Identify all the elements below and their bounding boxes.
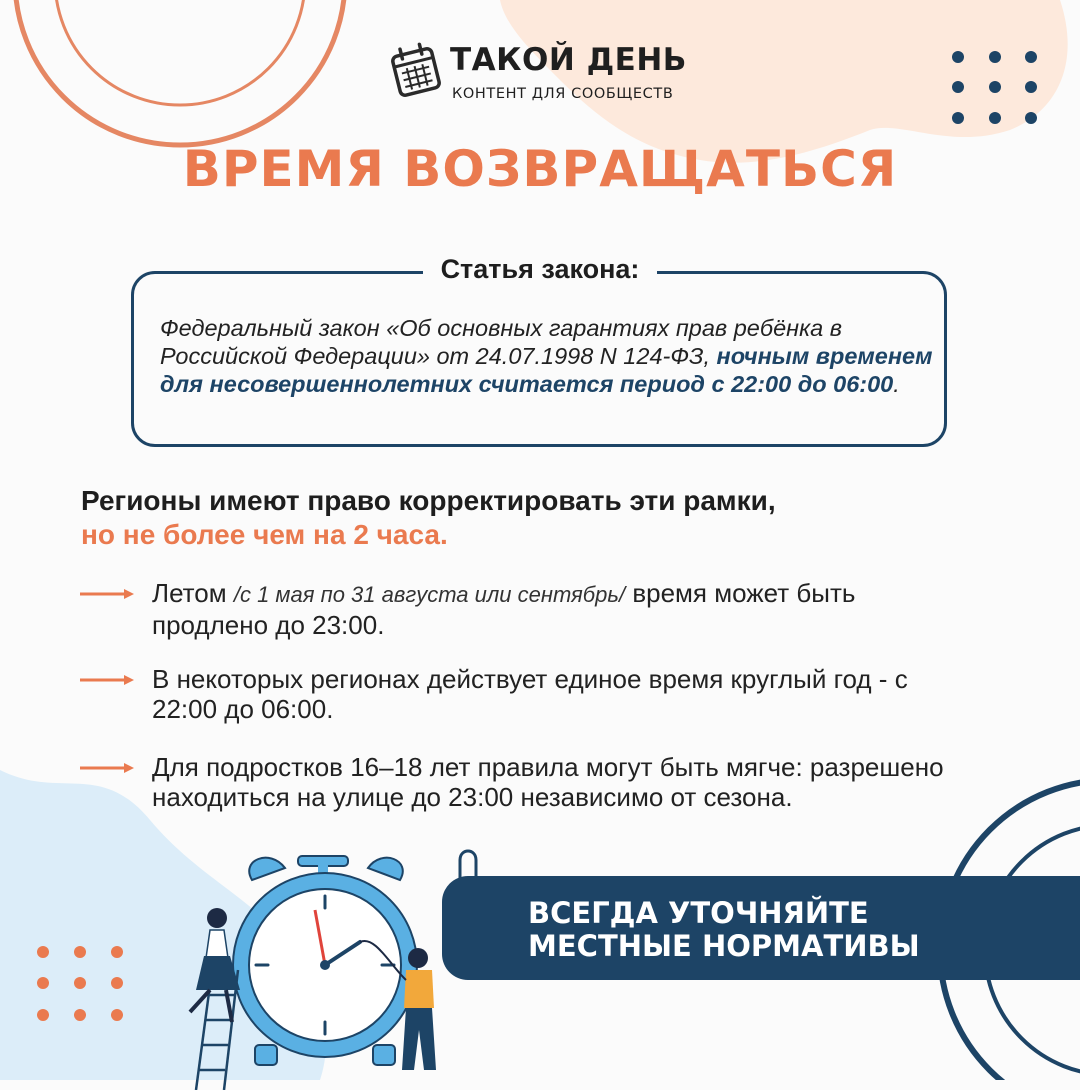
arrow-right-icon [80, 672, 136, 688]
list-item-lead: В некоторых регионах действует единое время круглый год - с 22:00 до 06:00. [152, 664, 908, 724]
regions-statement [81, 484, 981, 552]
list-item-text [152, 752, 952, 812]
regions-line-2: но не более чем на 2 часа. [81, 519, 448, 550]
law-text-end: . [893, 371, 900, 397]
calendar-icon [388, 42, 444, 102]
law-heading-text: Статья закона: [423, 254, 658, 284]
list-item-lead: Для подростков 16–18 лет правила могут быть мягче: разрешено находиться на улице до 23:00 независимо от сезона. [152, 752, 944, 812]
law-text-plain: Федеральный закон «Об основных гарантиях прав ребёнка в Российской Федерации» от 24.07.1998 N 124-ФЗ, [160, 315, 843, 369]
list-item-note: /с 1 мая по 31 августа или сентябрь/ [233, 582, 626, 607]
list-item-text [152, 578, 952, 640]
page-title: ВРЕМЯ ВОЗВРАЩАТЬСЯ [182, 140, 898, 198]
arrow-right-icon [80, 760, 136, 776]
list-item-rest: время может быть продлено до 23:00. [152, 578, 856, 640]
brand-logo [388, 40, 708, 110]
list-item-lead: Летом [152, 578, 234, 608]
law-text [160, 314, 950, 398]
arrow-right-icon [80, 586, 136, 602]
notice-banner-text: ВСЕГДА УТОЧНЯЙТЕ МЕСТНЫЕ НОРМАТИВЫ [528, 896, 920, 963]
brand-name: ТАКОЙ ДЕНЬ [450, 42, 687, 78]
law-heading [0, 254, 1080, 285]
brand-tagline: КОНТЕНТ ДЛЯ СООБЩЕСТВ [452, 86, 674, 102]
law-text-highlight: ночным временем для несовершеннолетних считается период с 22:00 до 06:00 [160, 343, 933, 397]
list-item-text [152, 664, 952, 724]
regions-line-1: Регионы имеют право корректировать эти рамки, [81, 485, 776, 516]
